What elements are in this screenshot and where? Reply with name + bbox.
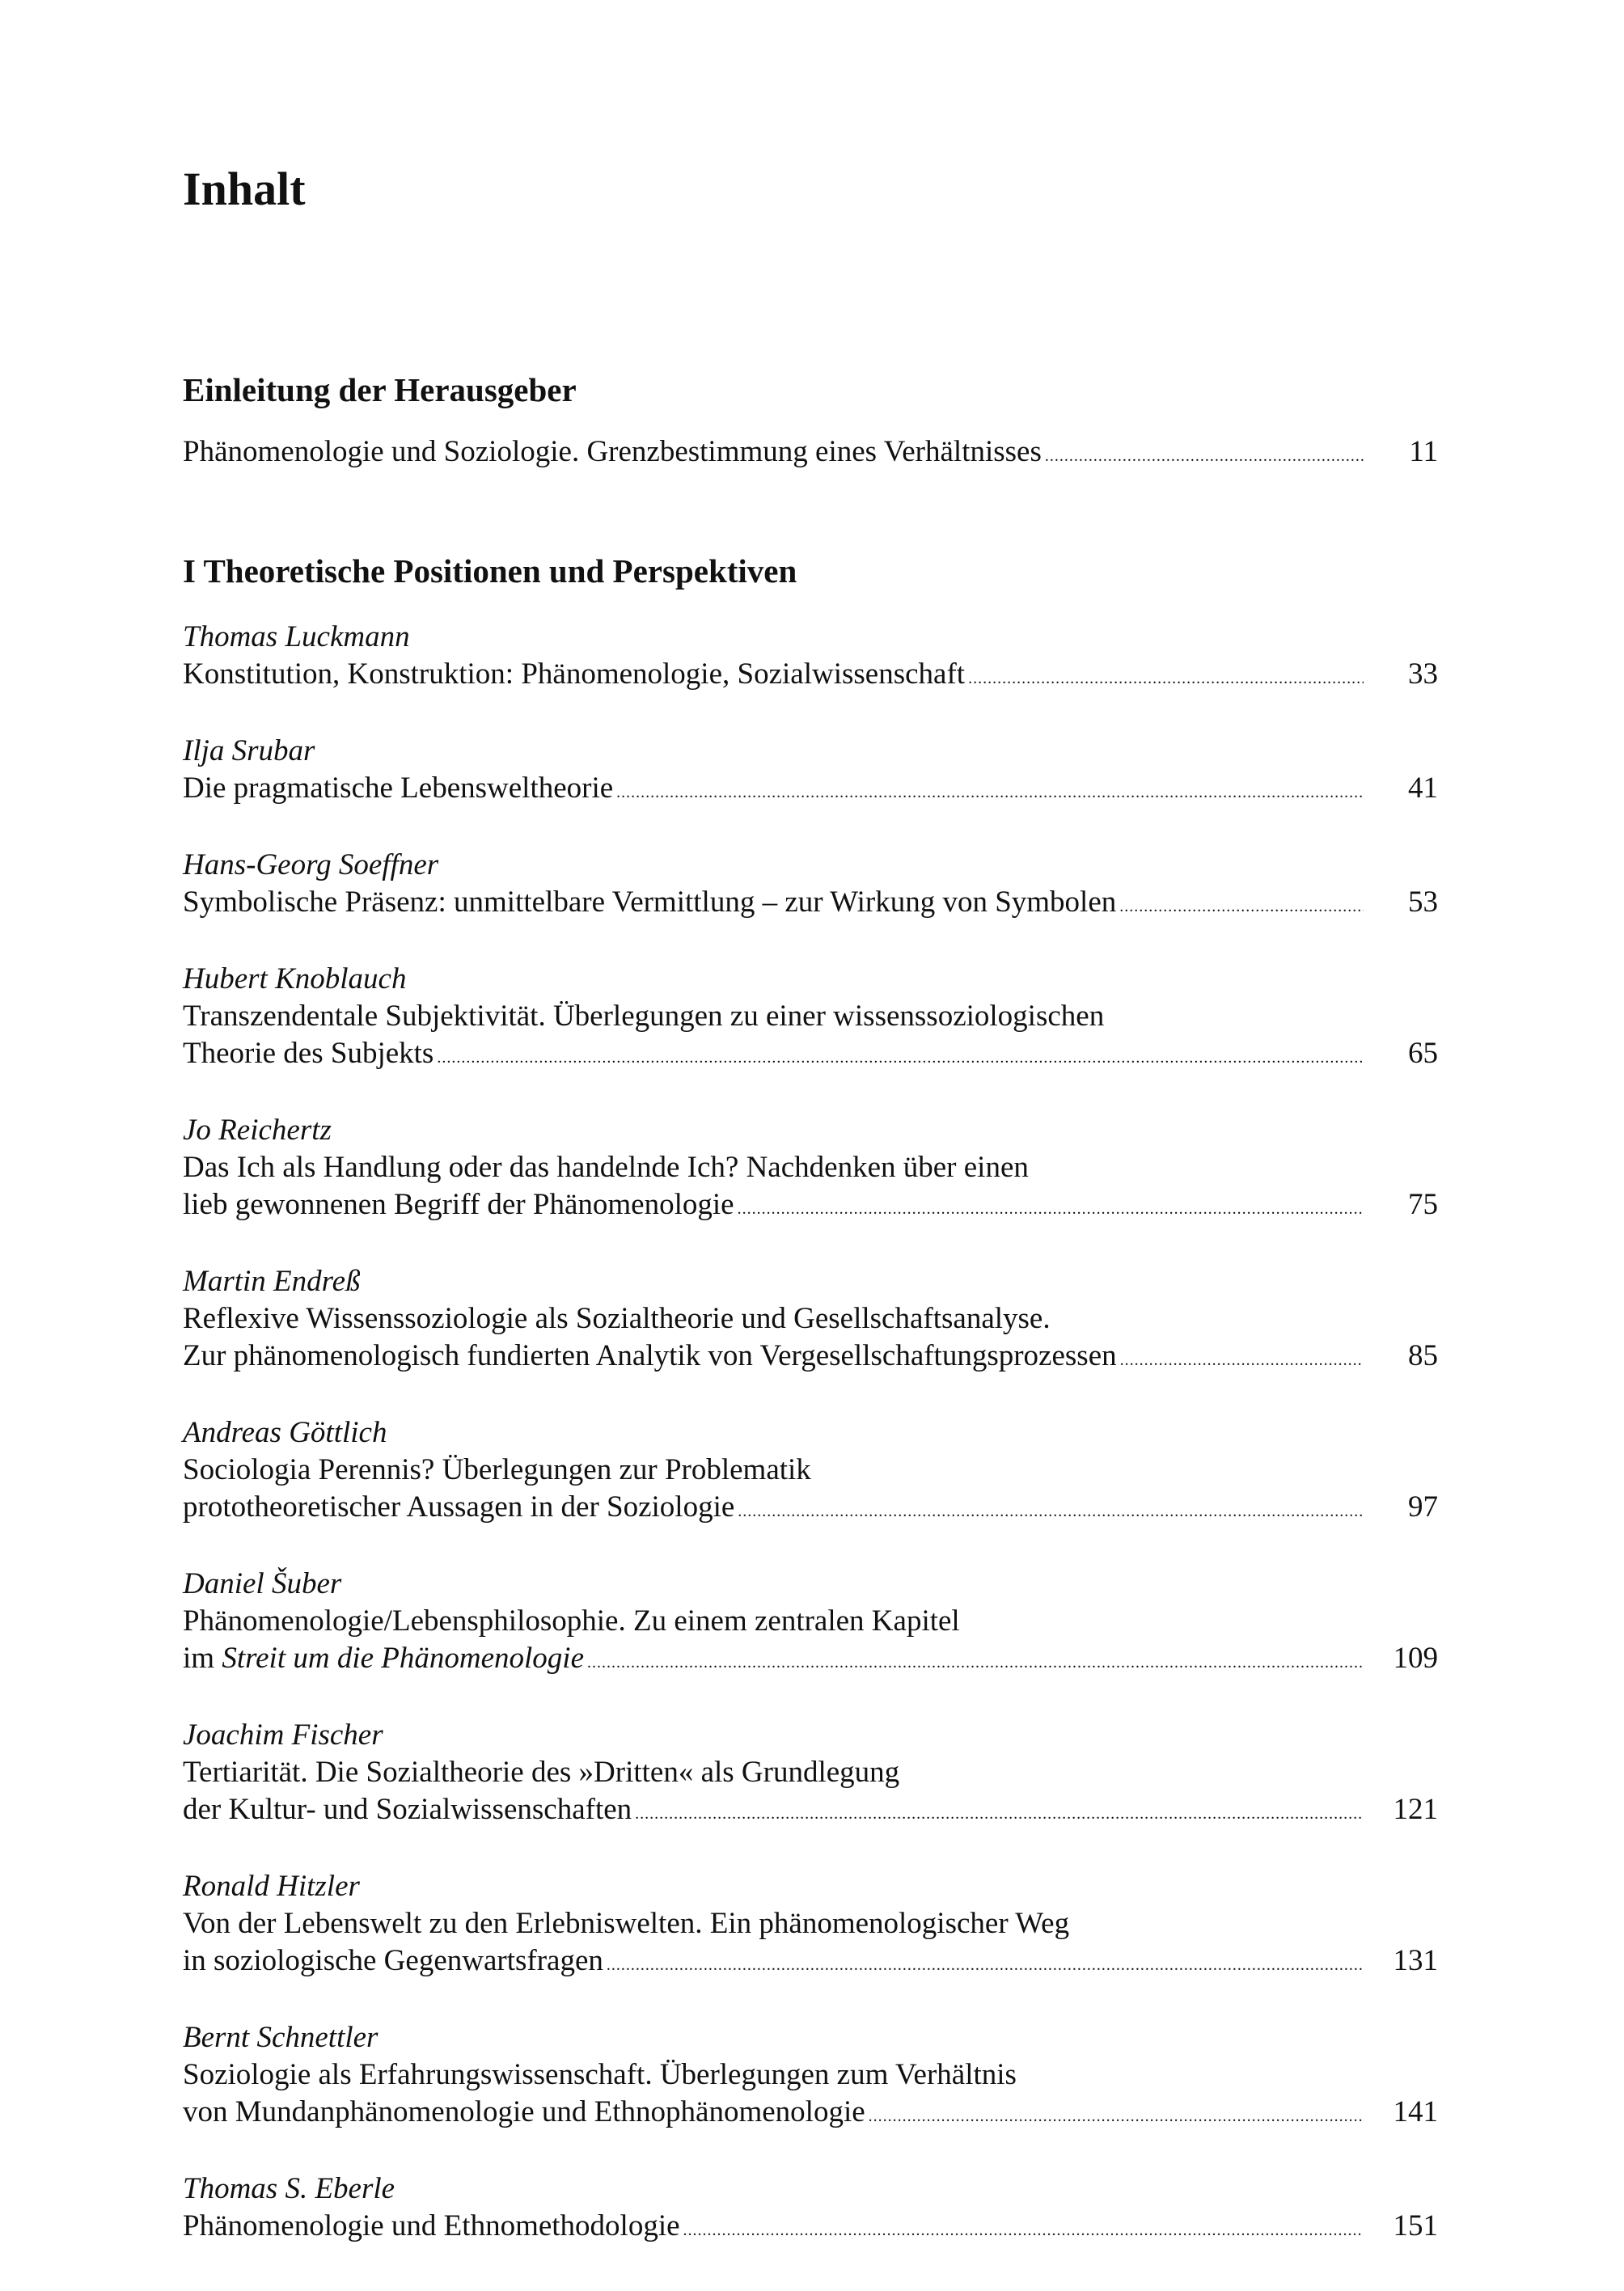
toc-entry[interactable]	[183, 2018, 1438, 2131]
page-number: 33	[1408, 657, 1438, 691]
toc-entry-author: Daniel Šuber	[183, 1567, 342, 1600]
toc-entry-title	[183, 1640, 584, 1677]
toc-entry-title	[183, 770, 613, 807]
leader-dots	[1119, 884, 1364, 925]
toc-entry-title-line: Soziologie als Erfahrungswissenschaft. Überlegungen zum Verhältnis	[183, 2058, 1017, 2091]
toc-entry-title	[183, 1338, 1117, 1375]
toc-line	[183, 884, 1438, 921]
toc-entry-title-text: lieb gewonnenen Begriff der Phänomenologie	[183, 1188, 734, 1221]
page-number: 75	[1408, 1188, 1438, 1221]
leader-dots	[869, 2094, 1364, 2135]
toc-entry[interactable]	[183, 846, 1438, 921]
toc-entry-author: Martin Endreß	[183, 1265, 361, 1298]
toc-entry-title-line: Transzendentale Subjektivität. Überlegungen zu einer wissenssoziologischen	[183, 1000, 1105, 1033]
toc-entry[interactable]	[183, 618, 1438, 693]
leader-dots	[437, 1035, 1364, 1076]
toc-entry-title: Phänomenologie und Soziologie. Grenzbestimmung eines Verhältnisses	[183, 435, 1042, 468]
toc-entry-author: Andreas Göttlich	[183, 1416, 387, 1449]
toc-entry-title-line: Das Ich als Handlung oder das handelnde Ich? Nachdenken über einen	[183, 1151, 1029, 1184]
leader-dots	[1045, 433, 1364, 475]
page-number: 131	[1393, 1944, 1438, 1977]
toc-entry-author: Thomas Luckmann	[183, 620, 410, 653]
toc-entry[interactable]	[183, 1414, 1438, 1526]
toc-entry-author: Joachim Fischer	[183, 1718, 383, 1752]
toc-entry-title	[183, 1791, 632, 1828]
leader-dots	[607, 1942, 1364, 1984]
toc-entry-title-text: in soziologische Gegenwartsfragen	[183, 1944, 603, 1977]
toc-entry-author: Bernt Schnettler	[183, 2021, 379, 2054]
toc-entry-title-prefix: im	[183, 1642, 222, 1675]
toc-entry-title-text: prototheoretischer Aussagen in der Soziologie	[183, 1490, 735, 1524]
toc-line	[183, 770, 1438, 807]
toc-entry-title	[183, 1186, 734, 1224]
leader-dots	[683, 2208, 1364, 2249]
toc-line	[183, 1035, 1438, 1072]
toc-entry[interactable]	[183, 1262, 1438, 1375]
leader-dots	[616, 770, 1364, 811]
toc-line	[183, 2094, 1438, 2131]
toc-entry-title	[183, 2208, 680, 2245]
page-number: 11	[1409, 435, 1438, 468]
toc-entry-title-text: Konstitution, Konstruktion: Phänomenologie, Sozialwissenschaft	[183, 657, 966, 691]
page-number: 97	[1408, 1490, 1438, 1524]
page-title: Inhalt	[183, 163, 306, 215]
toc-entry-title-line: Sociologia Perennis? Überlegungen zur Problematik	[183, 1453, 811, 1486]
toc-entry-title-line: Tertiarität. Die Sozialtheorie des »Dritten« als Grundlegung	[183, 1756, 900, 1789]
toc-entry-title-line: Von der Lebenswelt zu den Erlebniswelten. Ein phänomenologischer Weg	[183, 1907, 1070, 1940]
toc-entry[interactable]	[183, 1565, 1438, 1677]
toc-line	[183, 1942, 1438, 1980]
leader-dots	[1120, 1338, 1364, 1379]
toc-entry[interactable]	[183, 1867, 1438, 1980]
page-number: 121	[1393, 1793, 1438, 1826]
toc-entry-title-text: Theorie des Subjekts	[183, 1037, 434, 1070]
section-heading-introduction: Einleitung der Herausgeber	[183, 371, 577, 408]
toc-entry[interactable]	[183, 732, 1438, 807]
toc-entry-title	[183, 1035, 433, 1072]
toc-entry-title-text: der Kultur- und Sozialwissenschaften	[183, 1793, 632, 1826]
toc-entry[interactable]	[183, 1716, 1438, 1828]
toc-line	[183, 1186, 1438, 1224]
page-number: 151	[1393, 2209, 1438, 2242]
toc-entry-title-line: Phänomenologie/Lebensphilosophie. Zu einem zentralen Kapitel	[183, 1604, 960, 1638]
leader-dots	[738, 1489, 1364, 1530]
toc-entry-title-text: Phänomenologie und Ethnomethodologie	[183, 2209, 680, 2242]
toc-entry-title	[183, 1942, 603, 1980]
page-number: 41	[1408, 771, 1438, 805]
page-number: 53	[1408, 886, 1438, 919]
toc-line	[183, 433, 1438, 471]
toc-entry-author: Hans-Georg Soeffner	[183, 848, 439, 881]
leader-dots	[968, 656, 1364, 697]
toc-line	[183, 2208, 1438, 2245]
toc-entry-title-text: Die pragmatische Lebensweltheorie	[183, 771, 614, 805]
toc-entry[interactable]	[183, 2170, 1438, 2245]
toc-entry-title-italic: Streit um die Phänomenologie	[222, 1642, 584, 1675]
toc-entry-title-text: Zur phänomenologisch fundierten Analytik von Vergesellschaftungsprozessen	[183, 1339, 1117, 1372]
page-number: 109	[1393, 1642, 1438, 1675]
toc-entry-title-text: von Mundanphänomenologie und Ethnophänomenologie	[183, 2095, 865, 2128]
toc-entry-title	[183, 2094, 865, 2131]
toc-entry-author: Ilja Srubar	[183, 734, 315, 767]
toc-entry-list	[183, 618, 1438, 2245]
toc-entry-title	[183, 884, 1116, 921]
toc-entry-author: Ronald Hitzler	[183, 1870, 360, 1903]
toc-line	[183, 1791, 1438, 1828]
toc-entry-title	[183, 656, 965, 693]
toc-entry-author: Thomas S. Eberle	[183, 2172, 395, 2205]
toc-entry[interactable]	[183, 960, 1438, 1072]
page-number: 141	[1393, 2095, 1438, 2128]
toc-line	[183, 1338, 1438, 1375]
leader-dots	[587, 1640, 1364, 1681]
toc-entry-author: Hubert Knoblauch	[183, 962, 407, 995]
toc-entry-title-text: Symbolische Präsenz: unmittelbare Vermittlung – zur Wirkung von Symbolen	[183, 886, 1117, 919]
toc-line	[183, 1489, 1438, 1526]
toc-line	[183, 656, 1438, 693]
toc-entry-author: Jo Reichertz	[183, 1114, 332, 1147]
section-heading-theoretical-positions: I Theoretische Positionen und Perspektiven	[183, 552, 797, 590]
toc-entry-introduction[interactable]	[183, 433, 1438, 471]
toc-entry-title	[183, 1489, 734, 1526]
toc-entry[interactable]	[183, 1111, 1438, 1224]
leader-dots	[738, 1186, 1364, 1228]
page-number: 85	[1408, 1339, 1438, 1372]
page-number: 65	[1408, 1037, 1438, 1070]
toc-entry-title-line: Reflexive Wissenssoziologie als Sozialtheorie und Gesellschaftsanalyse.	[183, 1302, 1051, 1335]
toc-line	[183, 1640, 1438, 1677]
leader-dots	[635, 1791, 1364, 1832]
